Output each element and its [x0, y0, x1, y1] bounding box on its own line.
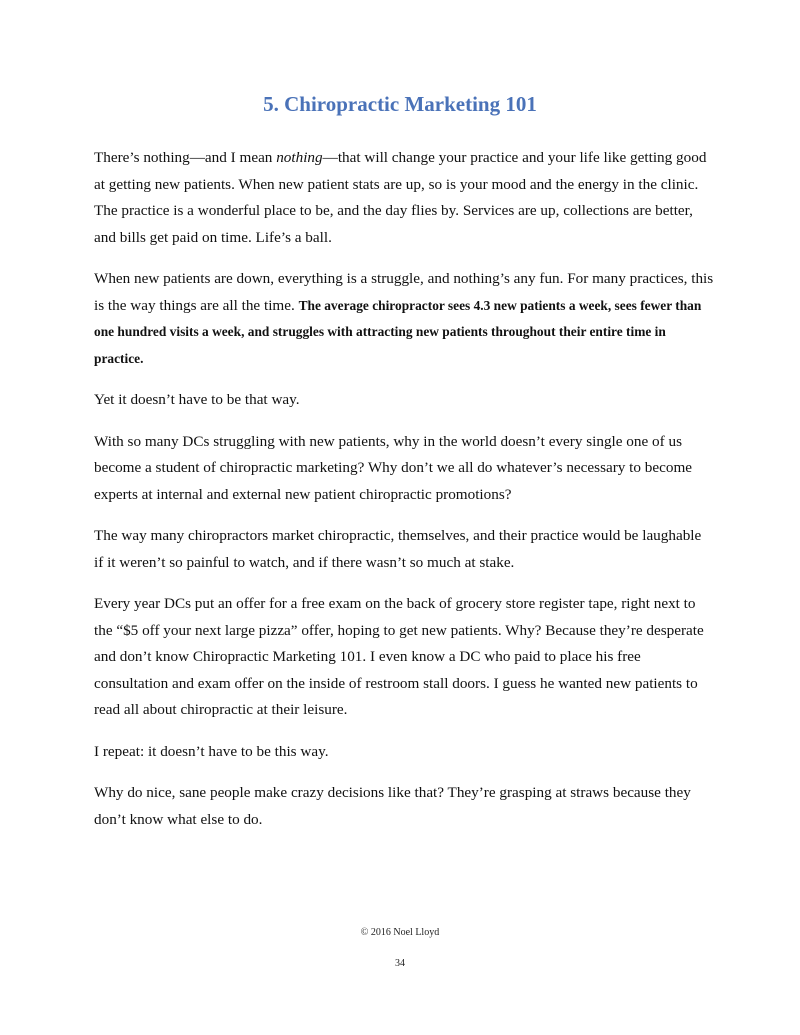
body-text: [94, 145, 714, 848]
paragraph-1-text-c: —that will change your practice and your life like getting good at getting new patients. When new patient stats are up, so is your mood and the energy in the clinic. The practice is a wonderful place to be, and the day flies by. Services are up, collections are better, and bills get paid on time. Life’s a ball.: [94, 149, 707, 246]
paragraph-1-text-a: There’s nothing—and I mean: [94, 149, 277, 166]
page-number: 34: [395, 958, 405, 969]
paragraph-6: Every year DCs put an offer for a free exam on the back of grocery store register tape, right next to the “$5 off your next large pizza” offer, hoping to get new patients. Why? Because they’re desperate and don’t know Chiropractic Marketing 101. I even know a DC who paid to place his free consultation and exam offer on the inside of restroom stall doors. I guess he wanted new patients to read all about chiropractic at their leisure.: [94, 595, 704, 718]
paragraph-8: Why do nice, sane people make crazy decisions like that? They’re grasping at straws because they don’t know what else to do.: [94, 784, 691, 828]
paragraph-4: With so many DCs struggling with new patients, why in the world doesn’t every single one of us become a student of chiropractic marketing? Why don’t we all do whatever’s necessary to become experts at internal and external new patient chiropractic promotions?: [94, 432, 692, 503]
paragraph-2-bold-statistic: The average chiropractor sees 4.3 new patients a week, sees fewer than one hundred visits a week, and struggles with attracting new patients throughout their entire time in practice.: [94, 297, 702, 366]
chapter-title: 5. Chiropractic Marketing 101: [263, 92, 537, 116]
paragraph-1: [94, 145, 714, 251]
paragraph-7: I repeat: it doesn’t have to be this way.: [94, 742, 329, 760]
paragraph-2-text: When new patients are down, everything is a struggle, and nothing’s any fun. For many practices, this is the way things are all the time.: [94, 270, 714, 314]
copyright-footer: © 2016 Noel Lloyd: [360, 927, 440, 938]
paragraph-1-emphasis: nothing: [276, 149, 323, 166]
paragraph-5: The way many chiropractors market chiropractic, themselves, and their practice would be laughable if it weren’t so painful to watch, and if there wasn’t so much at stake.: [94, 527, 702, 571]
paragraph-2: [94, 266, 714, 372]
paragraph-3: Yet it doesn’t have to be that way.: [94, 391, 300, 408]
